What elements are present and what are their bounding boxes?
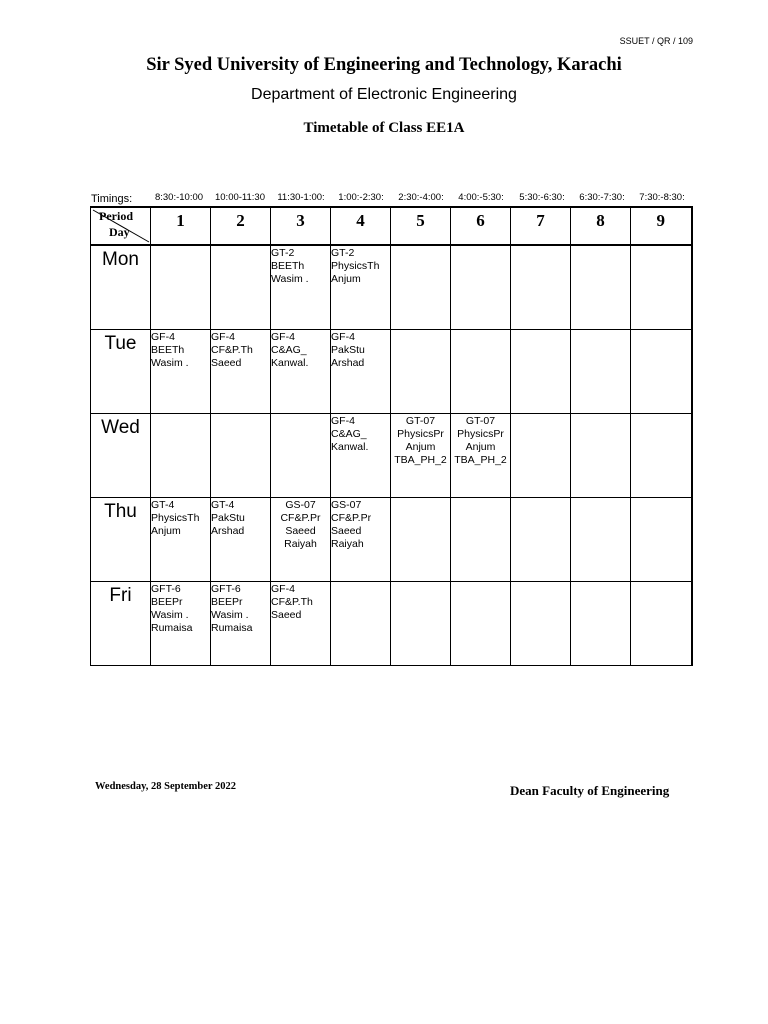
cell-line: CF&P.Th — [271, 595, 313, 608]
cell-line: Saeed — [271, 608, 302, 621]
timetable-cell — [391, 497, 451, 581]
cell-line: CF&P.Pr — [280, 511, 321, 524]
timetable-cell — [271, 413, 331, 497]
timetable-cell — [451, 329, 511, 413]
period-number: 4 — [331, 207, 391, 245]
cell-line: BEETh — [271, 260, 305, 272]
timetable-cell — [331, 581, 391, 665]
cell-line: GS-07 — [331, 498, 362, 511]
cell-line: BEEPr — [211, 595, 243, 608]
timetable-cell — [391, 329, 451, 413]
cell-line: Saeed — [285, 524, 316, 537]
day-row — [91, 581, 692, 665]
cell-line: Anjum — [405, 440, 436, 453]
timetable-cell — [571, 329, 631, 413]
timetable-cell — [631, 497, 692, 581]
period-number: 6 — [451, 207, 511, 245]
period-number: 1 — [151, 207, 211, 245]
timetable-cell — [391, 581, 451, 665]
cell-line: CF&P.Pr — [331, 511, 372, 524]
timing-slot: 5:30:-6:30: — [519, 192, 565, 203]
day-label: Mon — [91, 245, 151, 329]
cell-line: BEETh — [151, 343, 185, 356]
timetable-cell — [271, 497, 331, 581]
timetable-cell — [331, 245, 391, 329]
cell-line: Raiyah — [284, 537, 317, 550]
cell-line: Anjum — [331, 273, 361, 285]
cell-line: Arshad — [331, 356, 365, 369]
timetable-cell — [151, 329, 211, 413]
cell-line: PhysicsTh — [331, 260, 380, 272]
cell-line: Kanwal. — [331, 440, 369, 453]
cell-line: PhysicsPr — [457, 427, 504, 440]
timetable-cell — [211, 413, 271, 497]
cell-line: Wasim . — [151, 356, 189, 369]
timing-slot: 2:30:-4:00: — [398, 192, 444, 203]
cell-line: GFT-6 — [151, 582, 181, 595]
timetable-cell — [271, 581, 331, 665]
day-label: Thu — [91, 497, 151, 581]
timetable-cell — [511, 581, 571, 665]
timetable-cell — [331, 329, 391, 413]
cell-line: Wasim . — [271, 273, 309, 285]
timetable-cell — [271, 329, 331, 413]
period-number: 7 — [511, 207, 571, 245]
timetable-cell — [211, 497, 271, 581]
timing-slot: 11:30-1:00: — [277, 192, 325, 203]
cell-line: PhysicsPr — [397, 427, 444, 440]
period-number: 3 — [271, 207, 331, 245]
timing-slot: 6:30:-7:30: — [579, 192, 625, 203]
day-row — [91, 413, 692, 497]
cell-line: CF&P.Th — [211, 343, 253, 356]
timings-label: Timings: — [91, 193, 133, 205]
cell-line: PhysicsTh — [151, 511, 200, 524]
cell-line: GT-2 — [271, 247, 295, 259]
day-label: Tue — [91, 329, 151, 413]
timing-slot: 8:30:-10:00 — [154, 192, 204, 203]
cell-line: Saeed — [331, 524, 362, 537]
cell-line: Rumaisa — [211, 621, 253, 634]
cell-line: GT-07 — [405, 414, 436, 427]
day-row — [91, 329, 692, 413]
timetable-cell — [331, 497, 391, 581]
timetable-cell — [151, 413, 211, 497]
timetable-cell — [391, 245, 451, 329]
timetable-cell — [631, 581, 692, 665]
cell-line: TBA_PH_2 — [394, 453, 447, 466]
timetable-cell — [451, 245, 511, 329]
department-title: Department of Electronic Engineering — [251, 86, 517, 103]
cell-line: C&AG_ — [331, 427, 367, 440]
cell-line: Arshad — [211, 524, 245, 537]
timing-slot: 7:30:-8:30: — [639, 192, 685, 203]
cell-line: Anjum — [151, 524, 181, 537]
cell-line: TBA_PH_2 — [454, 453, 507, 466]
timetable-cell — [571, 245, 631, 329]
timetable-cell — [451, 413, 511, 497]
timetable-cell — [451, 581, 511, 665]
cell-line: BEEPr — [151, 595, 183, 608]
cell-line: Saeed — [211, 356, 242, 369]
cell-line: Wasim . — [211, 608, 249, 621]
period-number: 8 — [571, 207, 631, 245]
timetable-cell — [511, 329, 571, 413]
timetable-cell — [511, 245, 571, 329]
period-day-corner — [91, 207, 151, 245]
document-code: SSUET / QR / 109 — [619, 36, 693, 46]
cell-line: GS-07 — [285, 498, 316, 511]
header-row — [91, 207, 692, 245]
timetable-cell — [391, 413, 451, 497]
timetable-cell — [211, 581, 271, 665]
day-label: Day — [109, 225, 130, 239]
timetable-cell — [211, 245, 271, 329]
day-row — [91, 497, 692, 581]
cell-line: GF-4 — [331, 414, 355, 427]
timetable-cell — [451, 497, 511, 581]
timetable-cell — [211, 329, 271, 413]
period-number: 2 — [211, 207, 271, 245]
day-row — [91, 245, 692, 329]
timetable-cell — [571, 581, 631, 665]
cell-line: PakStu — [211, 511, 245, 524]
timetable-cell — [271, 245, 331, 329]
cell-line: GF-4 — [211, 330, 235, 343]
cell-line: GF-4 — [271, 582, 295, 595]
day-label: Wed — [91, 413, 151, 497]
timetable-grid — [90, 206, 693, 666]
cell-line: PakStu — [331, 343, 365, 356]
timetable-cell — [571, 413, 631, 497]
cell-line: GFT-6 — [211, 582, 241, 595]
timetable-cell — [151, 497, 211, 581]
timetable-title: Timetable of Class EE1A — [303, 120, 465, 136]
cell-line: GF-4 — [151, 330, 175, 343]
timetable-cell — [511, 497, 571, 581]
cell-line: GT-2 — [331, 247, 355, 259]
cell-line: GT-07 — [465, 414, 496, 427]
timing-slot: 10:00-11:30 — [214, 192, 265, 203]
cell-line: C&AG_ — [271, 343, 307, 356]
period-number: 9 — [631, 207, 692, 245]
timetable-cell — [331, 413, 391, 497]
timetable-cell — [511, 413, 571, 497]
period-number: 5 — [391, 207, 451, 245]
timetable-cell — [631, 413, 692, 497]
cell-line: Raiyah — [331, 537, 364, 550]
cell-line: Anjum — [465, 440, 496, 453]
cell-line: Rumaisa — [151, 621, 193, 634]
timetable-cell — [571, 497, 631, 581]
cell-line: GT-4 — [151, 498, 175, 511]
timetable-cell — [151, 581, 211, 665]
period-label: Period — [99, 209, 133, 223]
timing-slot: 4:00:-5:30: — [458, 192, 504, 203]
cell-line: GF-4 — [331, 330, 355, 343]
signatory: Dean Faculty of Engineering — [510, 783, 670, 798]
cell-line: GF-4 — [271, 330, 295, 343]
cell-line: GT-4 — [211, 498, 235, 511]
day-label: Fri — [91, 581, 151, 665]
timetable-cell — [631, 245, 692, 329]
timetable-cell — [151, 245, 211, 329]
timetable-cell — [631, 329, 692, 413]
print-date: Wednesday, 28 September 2022 — [95, 781, 236, 792]
timing-slot: 1:00:-2:30: — [338, 192, 384, 203]
cell-line: Wasim . — [151, 608, 189, 621]
university-title: Sir Syed University of Engineering and Technology, Karachi — [146, 55, 622, 75]
cell-line: Kanwal. — [271, 356, 309, 369]
